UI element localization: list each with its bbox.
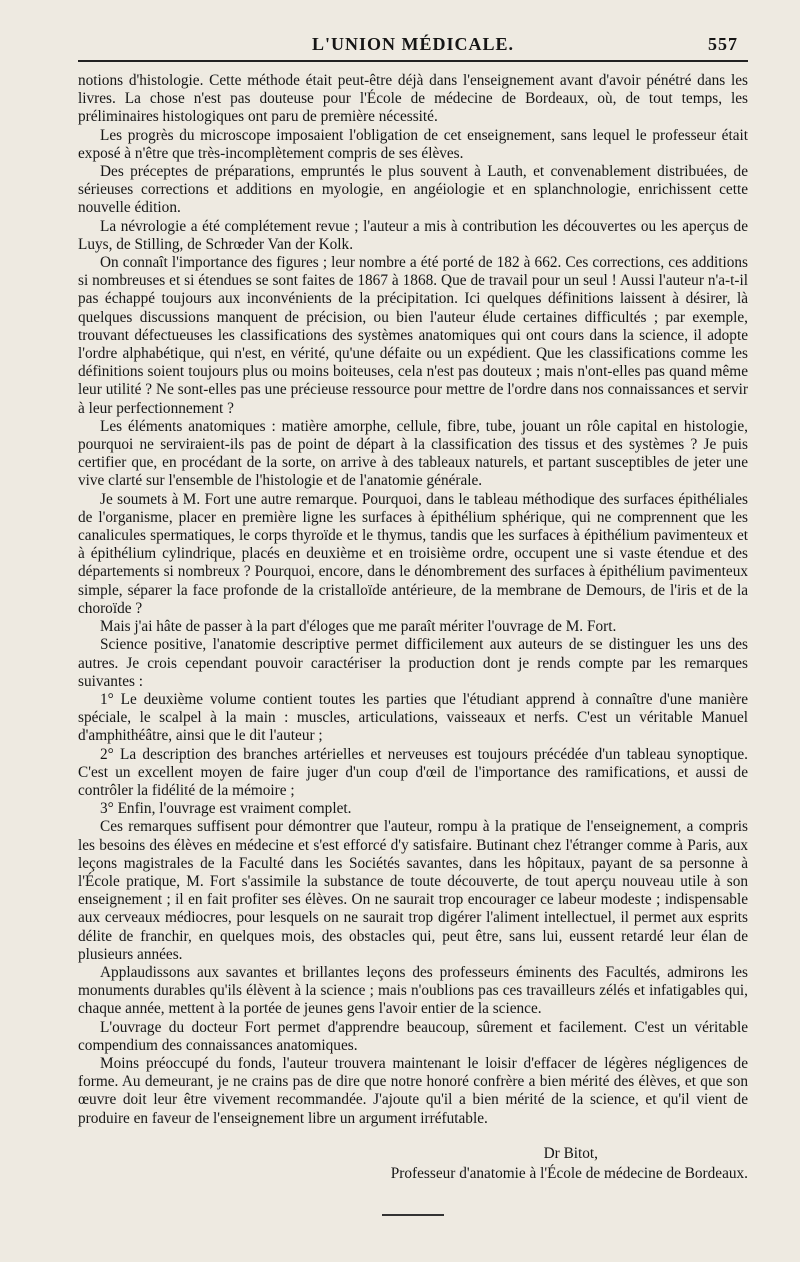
running-head [78, 26, 748, 58]
paragraph: Mais j'ai hâte de passer à la part d'éloges que me paraît mériter l'ouvrage de M. Fort. [100, 618, 617, 636]
paragraph: L'ouvrage du docteur Fort permet d'apprendre beaucoup, sûrement et facilement. C'est un véritable compendium des connaissances anatomiques. [78, 1018, 748, 1054]
paragraph: Les éléments anatomiques : matière amorphe, cellule, fibre, tube, jouant un rôle capital en histologie, pourquoi ne serviraient-ils pas de point de départ à la classification des tissus et des systèmes ? Je puis certifier que, en procédant de la sorte, on arrive à des tableaux naturels, et partant susceptibles de jeter une vive clarté sur l'ensemble de l'histologie et de l'anatomie générale. [78, 417, 748, 490]
numbered-remark: 1° Le deuxième volume contient toutes les parties que l'étudiant apprend à connaître d'une manière spéciale, le scalpel à la main : muscles, articulations, vaisseaux et nerfs. C'est un véritable Manuel d'amphithéâtre, ainsi que le dit l'auteur ; [78, 690, 748, 745]
paragraph: Applaudissons aux savantes et brillantes leçons des professeurs éminents des Facultés, admirons les monuments durables qu'ils élèvent à la science ; mais n'oublions pas ces travailleurs zélés et infatigables qui, chaque année, mettent à la portée de jeunes gens l'avoir entier de la science. [78, 963, 748, 1018]
header-rule [78, 60, 748, 62]
numbered-remark: 3° Enfin, l'ouvrage est vraiment complet. [100, 800, 352, 818]
journal-title: L'UNION MÉDICALE. [311, 34, 515, 54]
paragraph: Ces remarques suffisent pour démontrer que l'auteur, rompu à la pratique de l'enseignement, a compris les besoins des élèves en médecine et s'est efforcé d'y satisfaire. Butinant chez l'étranger comme à Paris, aux leçons magistrales de la Faculté dans les Sociétés savantes, dans les hôpitaux, payant de sa personne à l'École pratique, M. Fort s'assimile la substance de toute découverte, de tout aperçu nouveau utile à son enseignement ; il en fait profiter ses élèves. On ne saurait trop encourager ce labeur modeste ; indispensable aux cerveaux médiocres, pour lesquels on ne saurait trop digérer l'aliment intellectuel, il permet aux esprits délite de franchir, en quelques mois, des obstacles qui, peut être, sans lui, eussent retardé leur élan de plusieurs années. [78, 818, 748, 963]
author-name: Dr Bitot, [543, 1144, 598, 1162]
paragraph: On connaît l'importance des figures ; leur nombre a été porté de 182 à 662. Ces corrections, ces additions si nombreuses et si étendues se sont faites de 1867 à 1868. Que de travail pour un seul ! Aussi l'auteur n'a-t-il pas échappé toujours aux inconvénients de la précipitation. Ici quelques définitions laissent à désirer, là quelques discussions manquent de précision, ou bien l'auteur élude certaines difficultés ; par exemple, trouvant défectueuses les classifications des systèmes anatomiques qui ont cours dans la science, il adopte l'ordre alphabétique, qui n'est, en vérité, qu'une défaite ou un expédient. Que les classifications comme les définitions soient toujours plus ou moins boiteuses, cela n'est pas douteux ; mais n'ont-elles pas quand même leur utilité ? Ne sont-elles pas une précieuse ressource pour mettre de l'ordre dans nos connaissances et servir à leur perfectionnement ? [78, 254, 748, 417]
page-number: 557 [708, 34, 738, 54]
numbered-remark: 2° La description des branches artérielles et nerveuses est toujours précédée d'un tableau synoptique. C'est un excellent moyen de faire juger d'un coup d'œil de l'importance des ramifications, et aussi de contrôler la fidélité de la mémoire ; [78, 745, 748, 799]
signature-block [78, 1144, 748, 1184]
paragraph: Moins préoccupé du fonds, l'auteur trouvera maintenant le loisir d'effacer de légères négligences de forme. Au demeurant, je ne crains pas de dire que notre honoré confrère a bien mérité des élèves, et que son œuvre doit leur être vivement recommandée. J'ajoute qu'il a bien mérité de la science, et qu'il vient de produire en faveur de l'enseignement libre un argument irréfutable. [78, 1054, 748, 1127]
article-body [78, 72, 748, 1128]
paragraph: Science positive, l'anatomie descriptive permet difficilement aux auteurs de se distinguer les uns des autres. Je crois cependant pouvoir caractériser la production dont je rends compte par les remarques suivantes : [78, 636, 748, 690]
paragraph: notions d'histologie. Cette méthode était peut-être déjà dans l'enseignement avant d'avoir pénétré dans les livres. La chose n'est pas douteuse pour l'École de médecine de Bordeaux, où, de tout temps, les préliminaires histologiques ont paru de première nécessité. [78, 72, 748, 126]
paragraph: Je soumets à M. Fort une autre remarque. Pourquoi, dans le tableau méthodique des surfaces épithéliales de l'organisme, placer en première ligne les surfaces à épithélium sphérique, qui ne comprennent que les canalicules spermatiques, le corps thyroïde et le thymus, tandis que les surfaces à épithélium pavimenteux et à épithélium cylindrique, placés en deuxième et en troisième ordre, occupent une si vaste étendue et des départements si nombreux ? Pourquoi, encore, dans le dénombrement des surfaces à épithélium pavimenteux simple, séparer la face profonde de la cristalloïde antérieure, de la membrane de Demours, de l'iris et de la choroïde ? [78, 490, 748, 617]
end-rule [382, 1214, 444, 1216]
paragraph: Les progrès du microscope imposaient l'obligation de cet enseignement, sans lequel le professeur était exposé à n'être que très-incomplètement compris de ses élèves. [78, 126, 748, 162]
paragraph: La névrologie a été complétement revue ; l'auteur a mis à contribution les découvertes ou les aperçus de Luys, de Stilling, de Schrœder Van der Kolk. [78, 217, 748, 253]
paragraph: Des préceptes de préparations, empruntés le plus souvent à Lauth, et convenablement distribuées, de sérieuses corrections et additions en myologie, en angéiologie et en splanchnologie, enrichissent cette nouvelle édition. [78, 163, 748, 217]
author-title: Professeur d'anatomie à l'École de médecine de Bordeaux. [390, 1164, 748, 1182]
